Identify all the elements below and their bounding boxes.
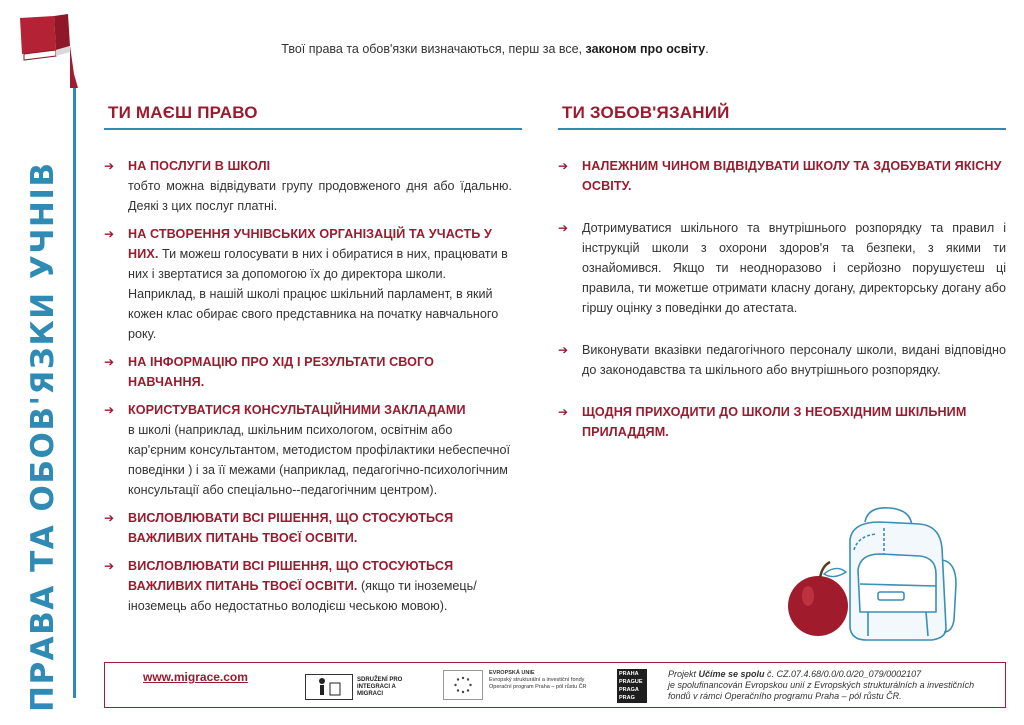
arrow-icon: ➔ [104, 403, 115, 417]
intro-text: Твої права та обов'язки визначаються, перш за все, законом про освіту. [281, 42, 709, 56]
arrow-icon: ➔ [104, 511, 115, 525]
list-item: ➔ КОРИСТУВАТИСЯ КОНСУЛЬТАЦІЙНИМИ ЗАКЛАДАМИ в школі (наприклад, шкільним психологом, освітнім або кар'єрним консультантом, методистом профілактики небеспечної поведінки ) і за її межами (наприклад, педагогічно-психологічним консультації або спеціально--педагогічним центром). [104, 400, 512, 500]
right-heading: ТИ ЗОБОВ'ЯЗАНИЙ [562, 103, 730, 122]
list-item: ➔ ВИСЛОВЛЮВАТИ ВСІ РІШЕННЯ, ЩО СТОСУЮТЬСЯ ВАЖЛИВИХ ПИТАНЬ ТВОЄЇ ОСВІТИ. (якщо ти іноземець/іноземець або недостатньо володієш чеською мовою). [104, 556, 512, 616]
org-name: SDRUŽENÍ PRO INTEGRACI A MIGRACI [357, 676, 403, 697]
arrow-icon: ➔ [104, 559, 115, 573]
arrow-icon: ➔ [104, 227, 115, 241]
duties-list [558, 156, 1006, 442]
left-heading: ТИ МАЄШ ПРАВО [108, 103, 258, 122]
left-heading-rule [104, 128, 522, 130]
website-link[interactable]: www.migrace.com [143, 670, 248, 684]
list-item: ➔ Виконувати вказівки педагогічного персоналу школи, видані відповідно до законодавства та шкільного або внутрішнього розпорядку. [558, 340, 1006, 380]
sidebar [0, 0, 82, 725]
sidebar-title: ПРАВА ТА ОБОВ'ЯЗКИ УЧНІВ [25, 161, 61, 712]
arrow-icon: ➔ [558, 405, 569, 419]
sidebar-divider [73, 88, 76, 698]
list-item: ➔ Дотримуватися шкільного та внутрішнього розпорядку та правил і інструкцій школи з охорони здоров'я та безпеки, з якими ти ознайомився. Якщо ти неодноразово і серйозно порушуєтеш ці правила, ти можетше отримати класну догану, директорську догану або гіршу оцінку з поведінки до атестата. [558, 218, 1006, 318]
footer [104, 662, 1006, 708]
apple-icon [788, 562, 848, 636]
sim-logo [305, 673, 417, 701]
eu-logo [443, 670, 589, 700]
arrow-icon: ➔ [558, 221, 569, 235]
right-heading-rule [558, 128, 1006, 130]
book-icon [14, 10, 78, 90]
project-info: Projekt Učíme se spolu č. CZ.07.4.68/0.0/0.0/20_079/0002107 je spolufinancován Evropskou unií z Evropských strukturálních a investičních fondů v rámci Operačního programu Praha – pól růstu ČR. [668, 669, 975, 701]
rights-list [104, 156, 512, 616]
arrow-icon: ➔ [558, 159, 569, 173]
eu-caption: EVROPSKÁ UNIE Evropský strukturální a investiční fondy Operační program Praha – pól růstu ČR [489, 670, 587, 690]
arrow-icon: ➔ [104, 355, 115, 369]
list-item: ➔ НА СТВОРЕННЯ УЧНІВСЬКИХ ОРГАНІЗАЦІЙ ТА УЧАСТЬ У НИХ. Ти можеш голосувати в них і обиратися в них, працювати в них і звертатися за допомогою їх до директора школи. Наприклад, в нашій школі працює шкільний парламент, в який кожен клас обирає свого представника на початку навчального року. [104, 224, 512, 344]
list-item: ➔ ВИСЛОВЛЮВАТИ ВСІ РІШЕННЯ, ЩО СТОСУЮТЬСЯ ВАЖЛИВИХ ПИТАНЬ ТВОЄЇ ОСВІТИ. [104, 508, 512, 548]
list-item: ➔ НАЛЕЖНИМ ЧИНОМ ВІДВІДУВАТИ ШКОЛУ ТА ЗДОБУВАТИ ЯКІСНУ ОСВІТУ. [558, 156, 1006, 196]
arrow-icon: ➔ [558, 343, 569, 357]
backpack-apple-illustration [780, 500, 960, 645]
list-item: ➔ ЩОДНЯ ПРИХОДИТИ ДО ШКОЛИ З НЕОБХІДНИМ ШКІЛЬНИМ ПРИЛАДДЯМ. [558, 402, 1006, 442]
list-item: ➔ НА ІНФОРМАЦІЮ ПРО ХІД І РЕЗУЛЬТАТИ СВОГО НАВЧАННЯ. [104, 352, 512, 392]
eu-flag-icon [443, 670, 483, 700]
praha-logo: PRAHA PRAGUE PRAGA PRAG [617, 669, 647, 703]
arrow-icon: ➔ [104, 159, 115, 173]
person-icon [305, 674, 353, 700]
list-item: ➔ НА ПОСЛУГИ В ШКОЛІ тобто можна відвідувати групу продовженого дня або їдальню. Деякі з цих послуг платні. [104, 156, 512, 216]
